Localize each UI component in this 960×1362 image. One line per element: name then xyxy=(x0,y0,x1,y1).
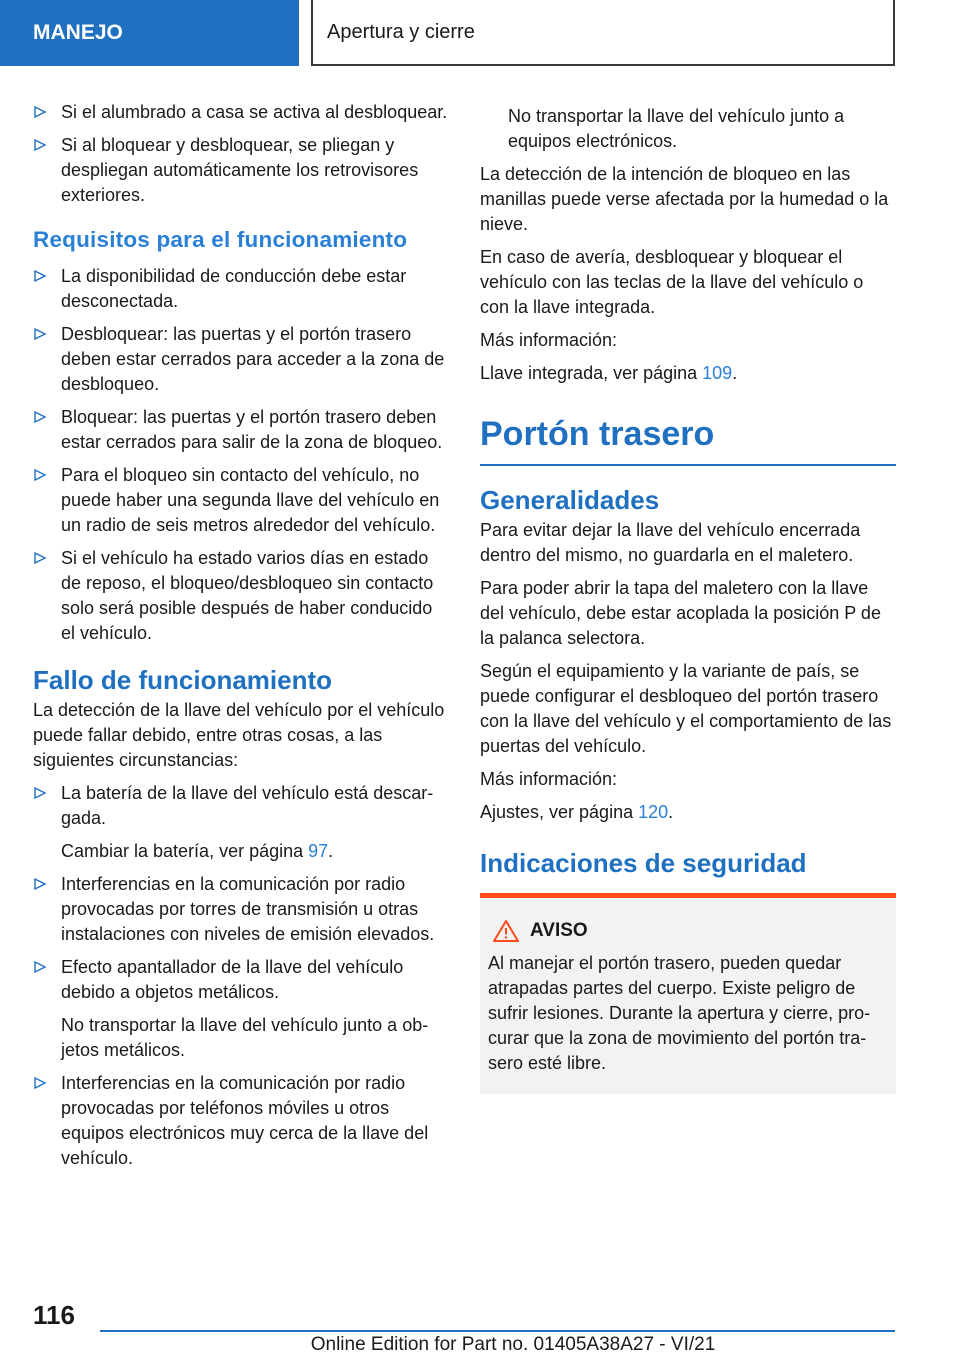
list-item-text: Desbloquear: las puertas y el portón trasero deben estar cerrados para acceder a la zona de desbloqueo. xyxy=(61,324,445,394)
ref-text: Llave integrada, ver página xyxy=(480,363,703,383)
sub-paragraph xyxy=(33,839,451,864)
footer-edition: Online Edition for Part no. 01405A38A27 - VI/21 xyxy=(310,1334,716,1355)
list-item-text: Efecto apantallador de la llave del vehículo debido a objetos metálicos. xyxy=(61,957,404,1002)
list-item xyxy=(33,1071,451,1171)
list-item xyxy=(33,463,451,538)
bullet-triangle-icon xyxy=(33,105,47,119)
list-item xyxy=(33,546,451,646)
malfunction-heading: Fallo de funcionamiento xyxy=(33,665,333,695)
ref-end: . xyxy=(732,363,738,383)
list-item-text: Bloquear: las puertas y el portón trasero deben estar cerrados para salir de la zona de bloqueo. xyxy=(61,407,443,452)
bullet-triangle-icon xyxy=(33,877,47,891)
list-item-text: Interferencias en la comunicación por radio provocadas por teléfonos móviles u otros equipos electrónicos muy cerca de la llave del vehículo. xyxy=(61,1073,429,1168)
paragraph: La detección de la intención de bloqueo en las manillas puede verse afectada por la humedad o la nieve. xyxy=(480,164,889,234)
safety-heading: Indicaciones de seguridad xyxy=(480,848,807,878)
list-item-text: La disponibilidad de conducción debe estar desconectada. xyxy=(61,266,407,311)
warning-label: AVISO xyxy=(530,920,588,941)
more-info-label: Más información: xyxy=(480,330,618,350)
paragraph: En caso de avería, desbloquear y bloquear el vehículo con las teclas de la llave del vehículo o con la llave integrada. xyxy=(480,247,864,317)
bullet-triangle-icon xyxy=(33,786,47,800)
malfunction-intro: La detección de la llave del vehículo por el vehículo puede fallar debido, entre otras cosas, a las siguientes circunstancias: xyxy=(33,700,445,770)
bullet-triangle-icon xyxy=(33,960,47,974)
ref-text: Cambiar la batería, ver página xyxy=(61,841,309,861)
list-item xyxy=(33,872,451,947)
more-info-label: Más información: xyxy=(480,769,618,789)
requirements-heading: Requisitos para el funcionamiento xyxy=(33,227,408,252)
cross-reference xyxy=(480,800,896,825)
ref-end: . xyxy=(328,841,334,861)
page-link-120[interactable]: 120 xyxy=(638,802,669,822)
paragraph: Según el equipamiento y la variante de país, se puede configurar el desbloqueo del portón trasero con la llave del vehículo y el comportamiento de las puertas del vehículo. xyxy=(480,661,892,756)
bullet-triangle-icon xyxy=(33,1076,47,1090)
list-item xyxy=(33,405,451,455)
chapter-title: Apertura y cierre xyxy=(311,0,895,66)
list-item-text: Si el vehículo ha estado varios días en estado de reposo, el bloqueo/desbloqueo sin contacto solo será posible después de haber conducido el vehículo. xyxy=(61,548,434,643)
section-title: Portón trasero xyxy=(480,414,896,466)
warning-text: Al manejar el portón trasero, pueden quedar atrapadas partes del cuerpo. Existe peligro de sufrir lesiones. Durante la apertura y cierre, procurar que la zona de movimiento del portón trasero esté libre. xyxy=(488,953,871,1073)
bullet-triangle-icon xyxy=(33,269,47,283)
sub-paragraph: No transportar la llave del vehículo junto a equipos electrónicos. xyxy=(508,106,845,151)
list-item xyxy=(33,781,451,831)
ref-text: Ajustes, ver página xyxy=(480,802,639,822)
list-item xyxy=(33,264,451,314)
footer-rule xyxy=(100,1330,895,1332)
paragraph: Para evitar dejar la llave del vehículo encerrada dentro del mismo, no guardarla en el maletero. xyxy=(480,520,861,565)
page-number: 116 xyxy=(33,1300,75,1330)
general-heading: Generalidades xyxy=(480,485,660,515)
warning-triangle-icon xyxy=(492,919,520,943)
left-column xyxy=(33,100,451,1179)
bullet-triangle-icon xyxy=(33,327,47,341)
chapter-tab: MANEJO xyxy=(0,0,299,66)
list-item-text: Interferencias en la comunicación por radio provocadas por torres de transmisión u otras instalaciones con niveles de emisión elevados. xyxy=(61,874,435,944)
page-link-109[interactable]: 109 xyxy=(702,363,733,383)
cross-reference xyxy=(480,361,896,386)
ref-end: . xyxy=(668,802,674,822)
list-item-text: Si al bloquear y desbloquear, se pliegan y despliegan automáticamente los retrovisores exteriores. xyxy=(61,135,419,205)
page-link-97[interactable]: 97 xyxy=(308,841,329,861)
bullet-triangle-icon xyxy=(33,468,47,482)
list-item xyxy=(33,955,451,1005)
warning-box xyxy=(480,893,896,1094)
list-item xyxy=(33,133,451,208)
list-item-text: Para el bloqueo sin contacto del vehículo, no puede haber una segunda llave del vehículo en un radio de seis metros alrededor del vehículo. xyxy=(61,465,440,535)
bullet-triangle-icon xyxy=(33,551,47,565)
warning-header xyxy=(488,918,888,943)
list-item-text: Si el alumbrado a casa se activa al desbloquear. xyxy=(61,102,448,122)
list-item xyxy=(33,100,451,125)
paragraph: Para poder abrir la tapa del maletero con la llave del vehículo, debe estar acoplada la posición P de la palanca selectora. xyxy=(480,578,881,648)
list-item xyxy=(33,322,451,397)
list-item-text: La batería de la llave del vehículo está descargada. xyxy=(61,783,434,828)
bullet-triangle-icon xyxy=(33,410,47,424)
bullet-triangle-icon xyxy=(33,138,47,152)
sub-paragraph: No transportar la llave del vehículo junto a objetos metálicos. xyxy=(61,1015,429,1060)
right-column xyxy=(480,104,896,1094)
